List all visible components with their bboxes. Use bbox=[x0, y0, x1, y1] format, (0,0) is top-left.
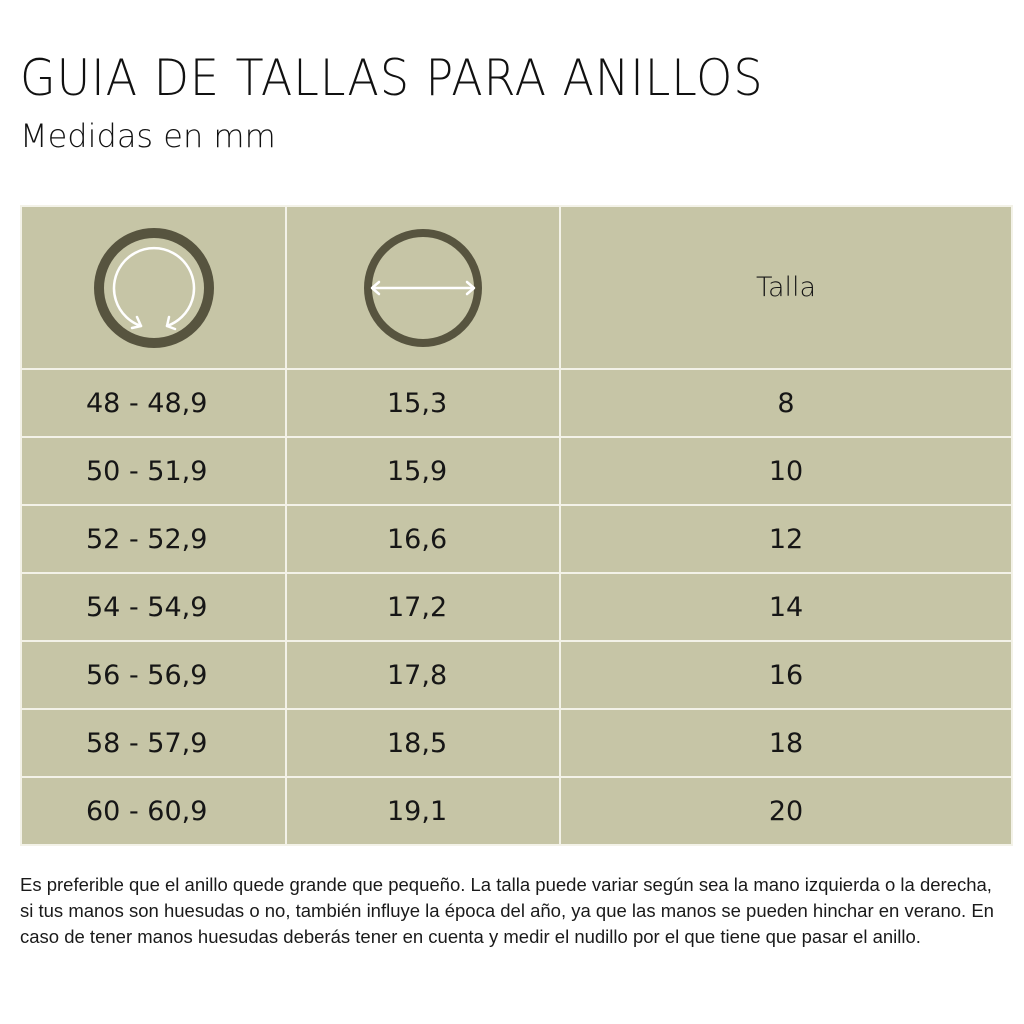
circumference-value: 54 - 54,9 bbox=[86, 591, 208, 623]
table-header-row bbox=[21, 206, 1012, 369]
circumference-value: 56 - 56,9 bbox=[86, 659, 208, 691]
size-value: 8 bbox=[560, 369, 1012, 437]
ring-diameter-icon bbox=[358, 223, 488, 353]
diameter-value: 16,6 bbox=[387, 523, 448, 555]
circumference-value: 52 - 52,9 bbox=[86, 523, 208, 555]
diameter-value: 17,8 bbox=[387, 659, 448, 691]
diameter-value: 19,1 bbox=[387, 795, 448, 827]
size-value: 20 bbox=[560, 777, 1012, 845]
table-row bbox=[21, 369, 1012, 437]
table-row bbox=[21, 777, 1012, 845]
diameter-value: 15,3 bbox=[387, 387, 448, 419]
page-subtitle: Medidas en mm bbox=[20, 117, 276, 155]
size-value: 14 bbox=[560, 573, 1012, 641]
header-cell-circumference bbox=[21, 206, 286, 369]
header-cell-diameter bbox=[286, 206, 560, 369]
ring-circumference-icon bbox=[89, 223, 219, 353]
table-row bbox=[21, 641, 1012, 709]
table-row bbox=[21, 573, 1012, 641]
page-title: GUIA DE TALLAS PARA ANILLOS bbox=[20, 49, 764, 107]
header-cell-size: Talla bbox=[560, 206, 1012, 369]
table-row bbox=[21, 709, 1012, 777]
circumference-value: 50 - 51,9 bbox=[86, 455, 208, 487]
circumference-value: 58 - 57,9 bbox=[86, 727, 208, 759]
table-row bbox=[21, 505, 1012, 573]
diameter-value: 17,2 bbox=[387, 591, 448, 623]
size-value: 10 bbox=[560, 437, 1012, 505]
diameter-value: 15,9 bbox=[387, 455, 448, 487]
size-value: 16 bbox=[560, 641, 1012, 709]
circumference-value: 48 - 48,9 bbox=[86, 387, 208, 419]
table-row bbox=[21, 437, 1012, 505]
size-value: 12 bbox=[560, 505, 1012, 573]
circumference-value: 60 - 60,9 bbox=[86, 795, 208, 827]
ring-size-table bbox=[20, 205, 1013, 846]
diameter-value: 18,5 bbox=[387, 727, 448, 759]
size-note-paragraph: Es preferible que el anillo quede grande que pequeño. La talla puede variar según sea la mano izquierda o la derecha, si tus manos son huesudas o no, también influye la época del año, ya que las manos se pueden hinchar en verano. En caso de tener manos huesudas deberás tener en cuenta y medir el nudillo por el que tiene que pasar el anillo. bbox=[20, 874, 994, 947]
size-value: 18 bbox=[560, 709, 1012, 777]
